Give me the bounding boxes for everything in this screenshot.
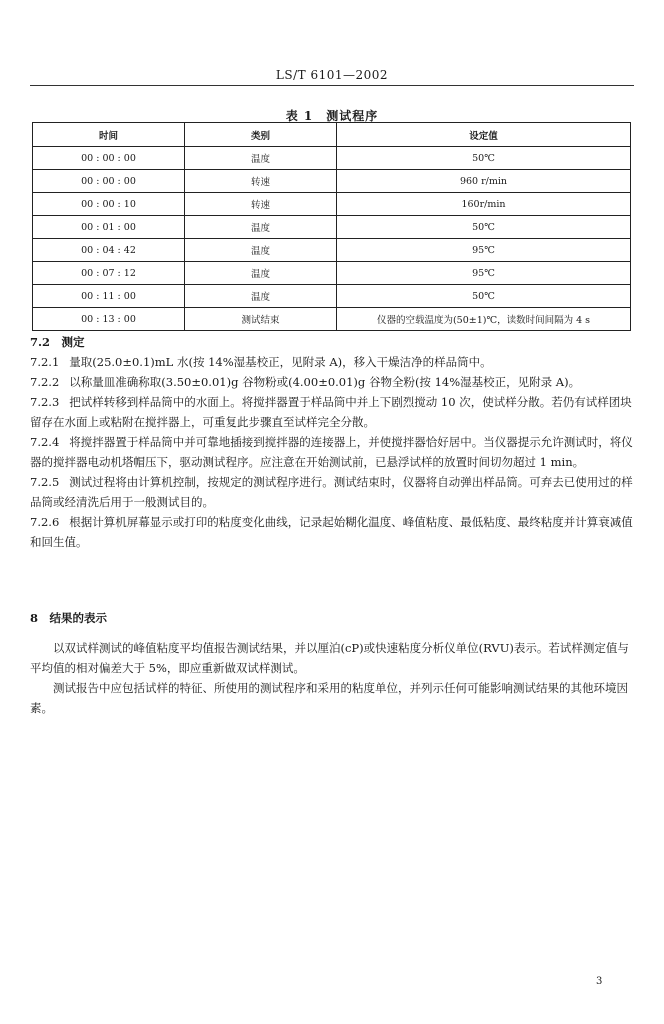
cell-time: 00 : 07 : 12: [33, 262, 185, 285]
cell-category: 温度: [185, 239, 337, 262]
cell-category: 温度: [185, 147, 337, 170]
header-rule: [30, 85, 634, 86]
clause-number: 7.2.3: [30, 395, 60, 409]
column-header-setpoint: 设定值: [337, 123, 631, 147]
section-heading: 7.2 测定: [30, 335, 85, 349]
cell-time: 00 : 04 : 42: [33, 239, 185, 262]
table-row: [33, 193, 631, 216]
clause-text: 以称量皿准确称取(3.50±0.01)g 谷物粉或(4.00±0.01)g 谷物全粉(按 14%湿基校正，见附录 A)。: [69, 375, 581, 389]
clause-text: 根据计算机屏幕显示或打印的粘度变化曲线，记录起始糊化温度、峰值粘度、最低粘度、最终粘度并计算衰减值和回生值。: [30, 515, 633, 549]
section-8: [30, 608, 634, 718]
clause-7-2-1: [30, 352, 634, 372]
cell-category: 温度: [185, 285, 337, 308]
clause-number: 7.2.4: [30, 435, 60, 449]
clause-text: 将搅拌器置于样品筒中并可靠地插接到搅拌器的连接器上，并使搅拌器恰好居中。当仪器提示允许测试时，将仪器的搅拌器电动机塔帽压下，驱动测试程序。应注意在开始测试前，已悬浮试样的放置时间切勿超过 1 min。: [30, 435, 633, 469]
cell-category: 转速: [185, 193, 337, 216]
table-caption: 表 1 测试程序: [285, 109, 379, 123]
clause-7-2-2: [30, 372, 634, 392]
cell-setpoint: 95℃: [337, 239, 631, 262]
clause-text: 测试过程将由计算机控制，按规定的测试程序进行。测试结束时，仪器将自动弹出样品筒。可弃去已使用过的样品筒或经清洗后用于一般测试目的。: [30, 475, 633, 509]
cell-setpoint: 160r/min: [337, 193, 631, 216]
cell-time: 00 : 13 : 00: [33, 308, 185, 331]
cell-time: 00 : 00 : 00: [33, 170, 185, 193]
test-procedure-table: [32, 122, 631, 331]
table-header-row: [33, 123, 631, 147]
table-row: [33, 262, 631, 285]
cell-category: 转速: [185, 170, 337, 193]
clause-text: 量取(25.0±0.1)mL 水(按 14%湿基校正，见附录 A)，移入干燥洁净的样品筒中。: [69, 355, 492, 369]
page-header: LS/T 6101—2002: [275, 68, 389, 82]
clause-7-2-3: [30, 392, 634, 432]
column-header-category: 类别: [185, 123, 337, 147]
clause-7-2-4: [30, 432, 634, 472]
cell-category: 测试结束: [185, 308, 337, 331]
clause-number: 7.2.1: [30, 355, 60, 369]
cell-time: 00 : 00 : 00: [33, 147, 185, 170]
cell-time: 00 : 01 : 00: [33, 216, 185, 239]
table-row: [33, 147, 631, 170]
cell-category: 温度: [185, 216, 337, 239]
clause-number: 7.2.6: [30, 515, 60, 529]
table-row: [33, 308, 631, 331]
section-heading: 8 结果的表示: [30, 611, 108, 625]
cell-setpoint: 960 r/min: [337, 170, 631, 193]
page-number: 3: [596, 976, 603, 987]
table-row: [33, 239, 631, 262]
clause-number: 7.2.5: [30, 475, 60, 489]
cell-setpoint: 50℃: [337, 285, 631, 308]
cell-time: 00 : 00 : 10: [33, 193, 185, 216]
cell-setpoint: 仪器的空载温度为(50±1)℃，读数时间间隔为 4 s: [337, 308, 631, 331]
table-row: [33, 285, 631, 308]
clause-text: 把试样转移到样品筒中的水面上。将搅拌器置于样品筒中并上下剧烈搅动 10 次，使试样分散。若仍有试样团块留存在水面上或粘附在搅拌器上，可重复此步骤直至试样完全分散。: [30, 395, 632, 429]
clause-7-2-6: [30, 512, 634, 552]
cell-time: 00 : 11 : 00: [33, 285, 185, 308]
cell-category: 温度: [185, 262, 337, 285]
cell-setpoint: 95℃: [337, 262, 631, 285]
column-header-time: 时间: [33, 123, 185, 147]
table-row: [33, 216, 631, 239]
cell-setpoint: 50℃: [337, 147, 631, 170]
clause-number: 7.2.2: [30, 375, 60, 389]
result-paragraph: 以双试样测试的峰值粘度平均值报告测试结果，并以厘泊(cP)或快速粘度分析仪单位(RVU)表示。若试样测定值与平均值的相对偏差大于 5%，即应重新做双试样测试。: [30, 641, 629, 675]
table-row: [33, 170, 631, 193]
section-7-2: [30, 332, 634, 552]
clause-7-2-5: [30, 472, 634, 512]
result-paragraph: 测试报告中应包括试样的特征、所使用的测试程序和采用的粘度单位，并列示任何可能影响测试结果的其他环境因素。: [30, 681, 628, 715]
cell-setpoint: 50℃: [337, 216, 631, 239]
